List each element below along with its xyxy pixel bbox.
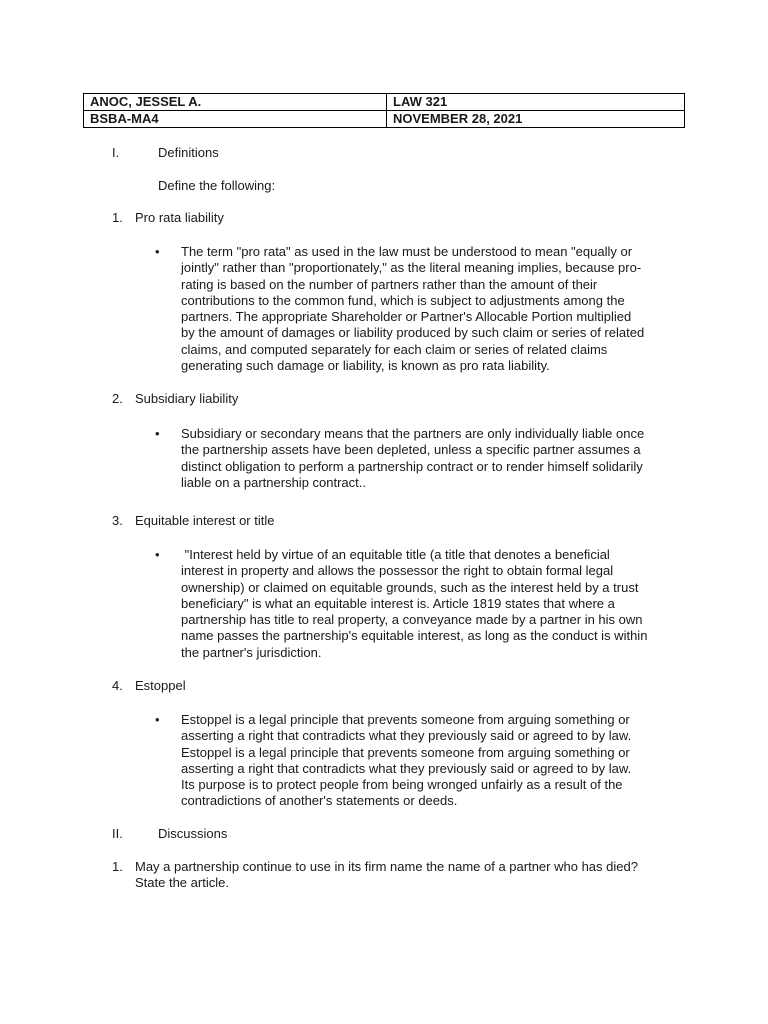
text-line: partners. The appropriate Shareholder or Partner's Allocable Portion multiplied xyxy=(181,309,632,325)
text-line: the partnership assets have been depleted, unless a specific partner assumes a xyxy=(181,442,641,458)
text-line: the partner's jurisdiction. xyxy=(181,644,322,660)
bullet-icon: • xyxy=(155,244,160,259)
bullet-icon: • xyxy=(155,712,160,727)
bullet-text xyxy=(181,426,685,491)
text-line: partnership has title to real property, a conveyance made by a partner in his own xyxy=(181,612,643,628)
text-line: Its purpose is to protect people from being wronged unfairly as a result of the xyxy=(181,777,623,793)
text-line: name passes the partnership's equitable interest, as long as the conduct is within xyxy=(181,628,648,644)
text-line: The term "pro rata" as used in the law must be understood to mean "equally or xyxy=(181,244,633,259)
text-line: Estoppel is a legal principle that prevents someone from arguing something or xyxy=(181,744,630,760)
item-number: 1. xyxy=(112,859,123,874)
definition-term: Pro rata liability xyxy=(135,210,224,225)
text-line: asserting a right that contradicts what they previously said or agreed to by law. xyxy=(181,728,632,744)
bullet-icon: • xyxy=(155,547,160,562)
text-line: by the amount of damages or liability produced by such claim or series of related xyxy=(181,325,645,341)
text-line: Estoppel is a legal principle that prevents someone from arguing something or xyxy=(181,712,630,727)
section-numeral: I. xyxy=(112,145,120,160)
header-row-2 xyxy=(84,111,685,128)
item-number: 3. xyxy=(112,513,123,528)
section-title: Discussions xyxy=(158,826,228,841)
text-line: ownership) or claimed on equitable grounds, such as the interest held by a trust xyxy=(181,579,639,595)
text-line: asserting a right that contradicts what they previously said or agreed to by law. xyxy=(181,760,632,776)
bullet-text xyxy=(181,547,685,661)
text-line: contradictions of another's statements or deeds. xyxy=(181,793,458,809)
text-line: beneficiary" is what an equitable interest is. Article 1819 states that where a xyxy=(181,595,615,611)
bullet-text xyxy=(181,712,685,810)
submission-date: NOVEMBER 28, 2021 xyxy=(387,111,685,128)
definition-term: Subsidiary liability xyxy=(135,391,239,406)
instruction-text: Define the following: xyxy=(158,178,276,193)
section-numeral: II. xyxy=(112,826,123,841)
text-line: contributions to the common fund, which is subject to adjustments among the xyxy=(181,292,625,308)
item-number: 2. xyxy=(112,391,123,406)
section-title: Definitions xyxy=(158,145,219,160)
text-line: liable on a partnership contract.. xyxy=(181,474,366,490)
text-line: State the article. xyxy=(135,875,229,891)
text-line: generating such damage or liability, is known as pro rata liability. xyxy=(181,358,550,374)
text-line: claims, and computed separately for each claim or series of related claims xyxy=(181,341,608,357)
text-line: distinct obligation to perform a partnership contract or to render himself solidarily xyxy=(181,458,643,474)
program: BSBA-MA4 xyxy=(84,111,387,128)
header-table xyxy=(83,93,685,128)
text-line: Subsidiary or secondary means that the partners are only individually liable once xyxy=(181,426,645,441)
header-row-1 xyxy=(84,94,685,111)
student-name: ANOC, JESSEL A. xyxy=(84,94,387,111)
definition-term: Equitable interest or title xyxy=(135,513,275,528)
bullet-icon: • xyxy=(155,426,160,441)
course-code: LAW 321 xyxy=(387,94,685,111)
text-line: "Interest held by virtue of an equitable title (a title that denotes a beneficial xyxy=(181,547,610,562)
item-number: 1. xyxy=(112,210,123,225)
item-number: 4. xyxy=(112,678,123,693)
definition-term: Estoppel xyxy=(135,678,186,693)
text-line: May a partnership continue to use in its firm name the name of a partner who has died? xyxy=(135,859,638,874)
text-line: rating is based on the number of partners rather than the amount of their xyxy=(181,276,598,292)
text-line: jointly" rather than "proportionately," as the literal meaning implies, because pro- xyxy=(181,260,642,276)
text-line: interest in property and allows the possessor the right to obtain formal legal xyxy=(181,563,614,579)
bullet-text xyxy=(181,244,685,374)
discussion-question xyxy=(135,859,638,892)
